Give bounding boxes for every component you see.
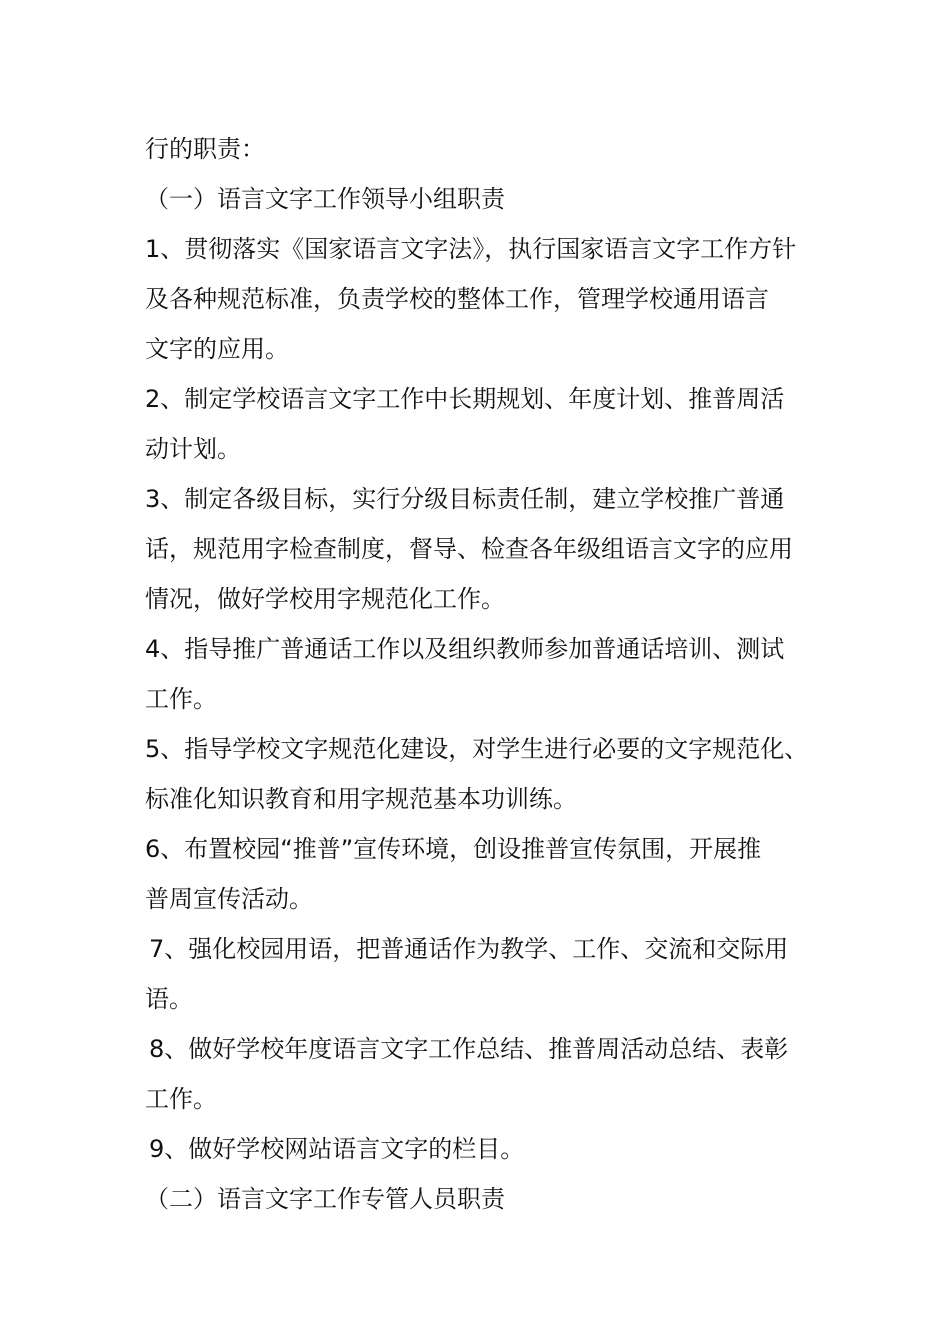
text-line: 6、布置校园“推普”宣传环境，创设推普宣传氛围，开展推 [145,835,762,863]
text-line: 及各种规范标准，负责学校的整体工作，管理学校通用语言 [145,285,769,313]
text-line: 8、做好学校年度语言文字工作总结、推普周活动总结、表彰 [149,1035,789,1063]
text-line: 工作。 [145,1085,217,1113]
text-line: 动计划。 [145,435,241,463]
text-line: 话，规范用字检查制度，督导、检查各年级组语言文字的应用 [145,535,793,563]
text-line: 文字的应用。 [145,335,289,363]
text-line: 行的职责： [145,135,265,163]
text-line: 5、指导学校文字规范化建设，对学生进行必要的文字规范化、 [145,735,809,763]
text-line: 7、强化校园用语，把普通话作为教学、工作、交流和交际用 [149,935,789,963]
text-line: 2、制定学校语言文字工作中长期规划、年度计划、推普周活 [145,385,785,413]
text-line: 1、贯彻落实《国家语言文字法》，执行国家语言文字工作方针 [145,235,797,263]
text-line: 工作。 [145,685,217,713]
text-line: 标准化知识教育和用字规范基本功训练。 [145,785,577,813]
text-line: 4、指导推广普通话工作以及组织教师参加普通话培训、测试 [145,635,785,663]
section-heading-1: （一）语言文字工作领导小组职责 [145,185,505,213]
text-line: 普周宣传活动。 [145,885,313,913]
text-line: 语。 [145,985,193,1013]
text-line: 情况，做好学校用字规范化工作。 [145,585,505,613]
document-body [145,124,835,1224]
section-heading-2: （二）语言文字工作专管人员职责 [145,1185,505,1213]
text-line: 9、做好学校网站语言文字的栏目。 [149,1135,525,1163]
text-line: 3、制定各级目标，实行分级目标责任制，建立学校推广普通 [145,485,785,513]
